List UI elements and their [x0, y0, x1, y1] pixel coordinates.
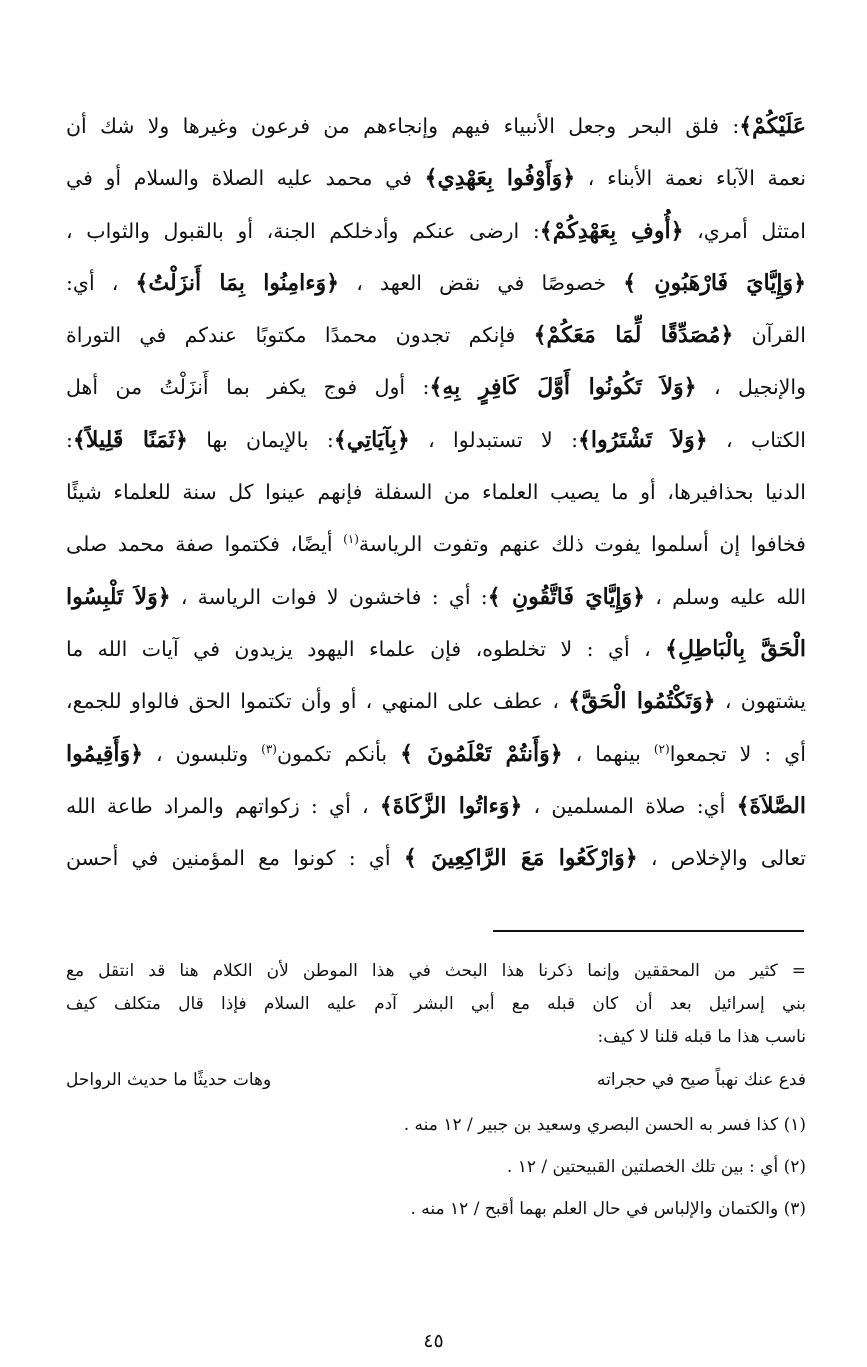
commentary-text: أي : كونوا مع المؤمنين في أحسن	[66, 846, 404, 871]
footnote-continuation-line: ناسب هذا ما قبله قلنا لا كيف:	[597, 1027, 806, 1047]
quran-quote: ﴿وَأَوْفُوا بِعَهْدِي﴾	[424, 165, 576, 192]
commentary-text: أي : لا تجمعوا	[669, 741, 807, 766]
verse-first-hemistich: فدع عنك نهباً صيح في حجراته	[597, 1070, 806, 1090]
footnote-marker: (٣)	[261, 741, 277, 756]
quran-quote: ﴿وَءامِنُوا بِمَا أَنزَلْتُ﴾	[135, 269, 340, 296]
quran-quote: ﴿وَلاَ تَشْتَرُوا﴾	[577, 426, 708, 453]
commentary-text: خصوصًا في نقض العهد ،	[339, 270, 624, 295]
quran-quote: ﴿أُوفِ بِعَهْدِكُمْ﴾	[539, 217, 684, 244]
commentary-text: والإنجيل ،	[696, 375, 806, 400]
text-line	[66, 623, 806, 675]
text-line	[66, 152, 806, 204]
commentary-text: بأنكم تكمون	[276, 741, 401, 766]
commentary-text: فإنكم تجدون محمدًا مكتوبًا عندكم في التوراة	[66, 323, 534, 348]
commentary-text: ، أي : زكواتهم والمراد طاعة الله	[66, 793, 380, 818]
text-line	[66, 361, 806, 413]
quran-quote: ﴿وَتَكْتُمُوا الْحَقَّ﴾	[568, 688, 716, 715]
footnote-2: (٢) أي : بين تلك الخصلتين القبيحتين / ١٢ .	[506, 1157, 806, 1177]
commentary-text: بينهما ،	[562, 741, 654, 766]
main-text	[66, 100, 806, 884]
commentary-text: الله عليه وسلم ،	[645, 584, 807, 609]
commentary-text: وتلبسون ،	[142, 741, 262, 766]
commentary-text: فخافوا إن أسلموا يفوت ذلك عنهم وتفوت الرياسة	[358, 532, 806, 557]
commentary-text: الكتاب ،	[707, 427, 807, 452]
commentary-text: : أي : فاخشون لا فوات الرياسة ،	[170, 584, 488, 609]
footnote-continuation-line: = كثير من المحققين وإنما ذكرنا هذا البحث في هذا الموطن لأن الكلام هنا قد انتقل مع	[66, 961, 806, 981]
commentary-text: ، أي:	[66, 270, 136, 295]
quran-quote: عَلَيْكُمْ﴾	[739, 113, 806, 139]
text-line	[66, 675, 806, 727]
text-line	[66, 518, 806, 570]
commentary-text: ، أي : لا تخلطوه، فإن علماء اليهود يزيدون في آيات الله ما	[66, 636, 666, 661]
commentary-text: امتثل أمري،	[683, 218, 806, 243]
quran-quote: ﴿وَارْكَعُوا مَعَ الرَّاكِعِينَ ﴾	[403, 845, 638, 872]
footnote-separator	[493, 930, 804, 932]
commentary-text: :	[66, 427, 73, 452]
text-line	[66, 205, 806, 257]
footnote-marker: (١)	[343, 532, 359, 547]
quran-quote: ﴿مُصَدِّقًا لِّمَا مَعَكُمْ﴾	[533, 322, 734, 349]
quran-quote: ﴿وَلاَ تَكُونُوا أَوَّلَ كَافِرٍ بِهِ﴾	[429, 374, 697, 401]
quran-quote: الصَّلاَةَ﴾	[736, 792, 806, 819]
commentary-text: : لا تستبدلوا ،	[409, 427, 578, 452]
quran-quote: ﴿وَإِيَّايَ فَارْهَبُونِ ﴾	[623, 269, 806, 296]
quran-quote: الْحَقَّ بِالْبَاطِلِ﴾	[665, 635, 806, 662]
quran-quote: ﴿وَأَقِيمُوا	[66, 740, 143, 767]
commentary-text: أيضًا، فكتموا صفة محمد صلى	[66, 532, 344, 557]
footnotes	[66, 955, 806, 1230]
commentary-text: الدنيا بحذافيرها، أو ما يصيب العلماء من السفلة فإنهم عينوا كل سنة للعلماء شيئًا	[66, 480, 806, 505]
commentary-text: : أول فوج يكفر بما أَنزَلْتُ من أهل	[66, 375, 430, 400]
footnote-3: (٣) والكتمان والإلباس في حال العلم بهما أقبح / ١٢ منه .	[410, 1199, 806, 1219]
text-line	[66, 780, 806, 832]
commentary-text: في محمد عليه الصلاة والسلام أو في	[66, 166, 425, 191]
text-line	[66, 414, 806, 466]
text-line	[66, 309, 806, 361]
text-line	[66, 466, 806, 518]
quran-quote: ﴿ثَمَنًا قَلِيلاً﴾	[72, 426, 188, 453]
footnote-continuation-line: بني إسرائيل بعد أن كان قبله مع أبي البشر آدم عليه السلام فإذا قال متكلف كيف	[66, 994, 806, 1014]
quran-quote: ﴿وَأَنتُمْ تَعْلَمُونَ ﴾	[400, 740, 563, 767]
text-line	[66, 257, 806, 309]
numbered-footnotes	[66, 1104, 806, 1230]
footnote-1: (١) كذا فسر به الحسن البصري وسعيد بن جبير / ١٢ منه .	[403, 1115, 806, 1135]
commentary-text: القرآن	[733, 323, 807, 348]
footnote-marker: (٢)	[653, 741, 670, 756]
poetry-verse	[66, 1060, 806, 1100]
quran-quote: ﴿وَلاَ تَلْبِسُوا	[66, 583, 171, 610]
text-line	[66, 100, 806, 152]
commentary-text: أي: صلاة المسلمين ،	[522, 793, 737, 818]
text-line	[66, 728, 806, 780]
commentary-text: تعالى والإخلاص ،	[637, 846, 807, 871]
commentary-text: : فلق البحر وجعل الأنبياء فيهم وإنجاءهم من فرعون وغيرها ولا شك أن	[66, 114, 740, 138]
quran-quote: ﴿وَءاتُوا الزَّكَاةَ﴾	[379, 792, 523, 819]
commentary-text: نعمة الآباء نعمة الأبناء ،	[575, 166, 806, 191]
quran-quote: ﴿بِآيَاتِي﴾	[333, 426, 410, 453]
commentary-text: ، عطف على المنهي ، أو وأن تكتموا الحق فالواو للجمع،	[66, 689, 569, 714]
text-line	[66, 571, 806, 623]
commentary-text: يشتهون ،	[715, 689, 806, 714]
commentary-text: : ارضى عنكم وأدخلكم الجنة، أو بالقبول والثواب ،	[66, 218, 540, 243]
page-number: ٤٥	[423, 1330, 444, 1352]
quran-quote: ﴿وَإِيَّايَ فَاتَّقُونِ ﴾	[487, 583, 646, 610]
text-line	[66, 832, 806, 884]
verse-second-hemistich: وهات حديثًا ما حديث الرواحل	[66, 1070, 272, 1090]
commentary-text: : بالإيمان بها	[187, 427, 334, 452]
footnote-continuation	[66, 955, 806, 1054]
